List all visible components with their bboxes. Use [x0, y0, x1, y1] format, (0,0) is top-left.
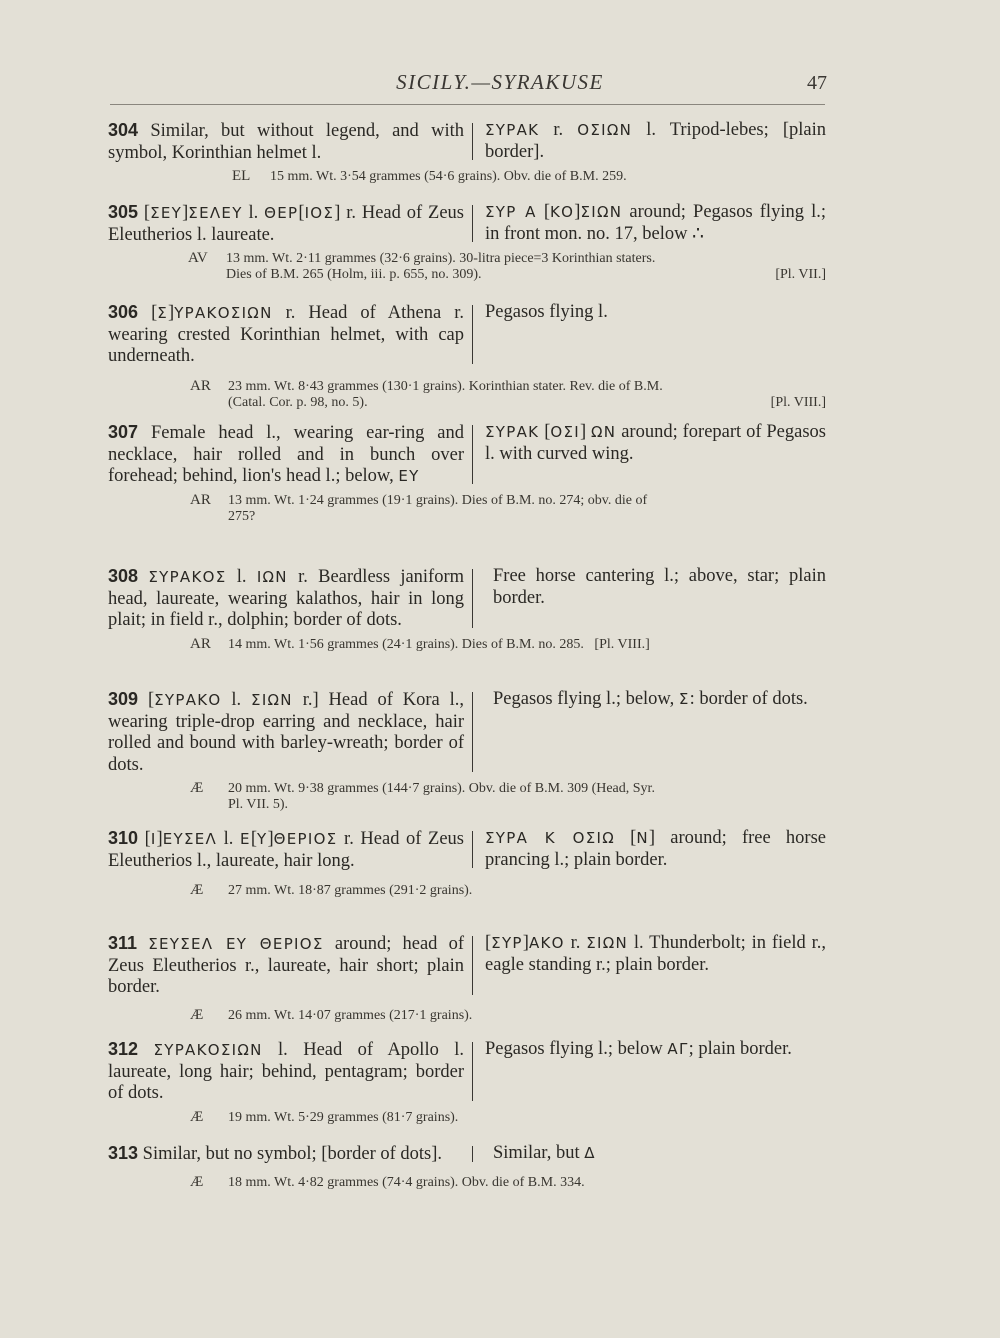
reverse-description: ΣΥΡΑΚ [ΟΣΙ] ΩΝ around; forepart of Pegasos l. with curved wing. — [485, 422, 826, 464]
greek-legend: Σ — [157, 304, 169, 322]
reverse-description: Free horse cantering l.; above, star; plain border. — [493, 566, 826, 608]
coin-metadata — [108, 780, 826, 813]
meta-line: 15 mm. Wt. 3·54 grammes (54·6 grains). Obv. die of B.M. 259. — [270, 169, 627, 184]
reverse-description: ΣΥΡ Α [ΚΟ]ΣΙΩΝ around; Pegasos flying l.; in front mon. no. 17, below ∴ — [485, 202, 826, 244]
greek-legend: ΣΥΡΑΚΟΣΙΩΝ — [153, 1041, 263, 1059]
meta-line: 13 mm. Wt. 2·11 grammes (32·6 grains). 30-litra piece=3 Korinthian staters. — [226, 251, 656, 266]
greek-legend: ΣΥΡ Α — [485, 203, 537, 221]
catalogue-entry-307 — [108, 422, 826, 525]
entry-number: 311 — [108, 933, 138, 953]
meta-line: 26 mm. Wt. 14·07 grammes (217·1 grains). — [228, 1007, 473, 1023]
greek-legend: ΣΕΛΕΥ — [188, 204, 243, 222]
metal-symbol: AR — [190, 491, 211, 508]
coin-metadata — [108, 1109, 826, 1126]
greek-legend: ΥΡΑΚΟΣΙΩΝ — [174, 304, 273, 322]
metal-symbol: EL — [232, 168, 251, 184]
entry-number: 304 — [108, 120, 139, 140]
catalogue-entry-308 — [108, 566, 826, 653]
reverse-description: ΣΥΡΑ Κ ΟΣΙΩ [Ν] around; free horse prancing l.; plain border. — [485, 828, 826, 870]
greek-legend: ΘΕΡΙΟΣ — [273, 830, 338, 848]
entry-number: 312 — [108, 1039, 139, 1059]
greek-legend: ΘΕΡ — [264, 204, 299, 222]
catalogue-entry-306 — [108, 302, 826, 411]
greek-legend: ΟΣΙ — [550, 423, 580, 441]
coin-metadata — [108, 492, 826, 525]
page-number: 47 — [807, 72, 827, 94]
greek-legend: ΣΕΥ — [150, 204, 183, 222]
greek-legend: ΙΩΝ — [256, 568, 288, 586]
meta-line: 18 mm. Wt. 4·82 grammes (74·4 grains). Obv. die of B.M. 334. — [228, 1174, 585, 1190]
entry-number: 310 — [108, 828, 139, 848]
obverse-description — [108, 302, 472, 368]
metal-symbol: Æ — [190, 1173, 204, 1190]
catalogue-entry-304 — [108, 120, 826, 185]
catalogue-entry-313 — [108, 1143, 826, 1191]
greek-legend: ΣΥΡΑ Κ ΟΣΙΩ — [485, 829, 615, 847]
greek-legend: ΣΙΩΝ — [251, 691, 293, 709]
meta-line: 20 mm. Wt. 9·38 grammes (144·7 grains). Obv. die of B.M. 309 (Head, Syr. — [228, 781, 655, 796]
meta-line: 19 mm. Wt. 5·29 grammes (81·7 grains). — [228, 1109, 459, 1125]
metal-symbol: Æ — [190, 882, 204, 898]
greek-legend: ΣΙΩΝ — [580, 203, 623, 221]
coin-metadata — [108, 1174, 826, 1191]
obverse-description — [108, 1039, 472, 1105]
coin-metadata — [108, 378, 826, 411]
obverse-description — [108, 828, 472, 872]
greek-legend: Ε — [240, 830, 251, 848]
greek-legend: ΟΣΙΩΝ — [577, 121, 633, 139]
coin-metadata — [108, 1007, 826, 1024]
coin-metadata — [108, 168, 826, 185]
meta-line: Dies of B.M. 265 (Holm, iii. p. 655, no. 309). — [226, 267, 482, 282]
greek-legend: ΙΟΣ — [304, 204, 335, 222]
greek-legend: ΣΥΡΑΚΟΣ — [148, 568, 227, 586]
meta-line: 275? — [228, 508, 256, 524]
reverse-description: ΣΥΡΑΚ r. ΟΣΙΩΝ l. Tripod-lebes; [plain border]. — [485, 120, 826, 162]
plate-reference: [Pl. VIII.] — [770, 394, 826, 410]
coin-metadata — [108, 636, 826, 653]
greek-legend: ΑΚΟ — [528, 934, 565, 952]
running-head: SICILY.—SYRAKUSE — [396, 70, 604, 94]
obverse-description — [108, 422, 472, 488]
obverse-text: Female head l., wearing ear-ring and necklace, hair rolled and in bunch over forehead; behind, lion's head l.; below, ΕΥ — [108, 423, 464, 486]
greek-legend: ΕΥΣΕΛ — [162, 830, 218, 848]
obverse-description — [108, 566, 472, 632]
greek-legend: Ν — [636, 829, 649, 847]
reverse-description: [ΣΥΡ]ΑΚΟ r. ΣΙΩΝ l. Thunderbolt; in field r., eagle standing r.; plain border. — [485, 933, 826, 975]
greek-legend: ΣΥΡΑΚ — [485, 121, 540, 139]
entry-number: 309 — [108, 689, 139, 709]
coin-metadata — [108, 250, 826, 283]
metal-symbol: Æ — [190, 1108, 204, 1125]
meta-line: 27 mm. Wt. 18·87 grammes (291·2 grains). — [228, 883, 473, 898]
meta-line: 13 mm. Wt. 1·24 grammes (19·1 grains). Dies of B.M. no. 274; obv. die of — [228, 492, 648, 508]
reverse-description: Similar, but Δ — [493, 1143, 596, 1163]
entry-number: 313 — [108, 1143, 139, 1163]
obverse-text: Similar, but without legend, and with symbol, Korinthian helmet l. — [108, 121, 465, 163]
entry-number: 307 — [108, 422, 139, 442]
greek-legend: ΣΥΡΑΚΟ — [154, 691, 222, 709]
greek-legend: ΩΝ — [591, 423, 617, 441]
catalogue-entry-305 — [108, 202, 826, 283]
obverse-text: [ΣΕΥ]ΣΕΛΕΥ l. ΘΕΡ[ΙΟΣ] r. Head of Zeus Eleutherios l. laureate. — [108, 203, 464, 245]
reverse-description: Pegasos flying l.; below ΑΓ; plain border. — [485, 1039, 792, 1059]
obverse-description — [108, 1143, 472, 1166]
greek-legend: ΑΓ — [667, 1040, 689, 1058]
obverse-description — [108, 689, 472, 776]
greek-legend: ΣΙΩΝ — [586, 934, 629, 952]
meta-line: 14 mm. Wt. 1·56 grammes (24·1 grains). Dies of B.M. no. 285. — [228, 636, 584, 652]
catalogue-entry-312 — [108, 1039, 826, 1126]
greek-legend: ΚΟ — [550, 203, 575, 221]
metal-symbol: AR — [190, 635, 211, 652]
greek-legend: ΣΕΥΣΕΛ ΕΥ ΘΕΡΙΟΣ — [148, 935, 324, 953]
greek-legend: Σ — [678, 690, 690, 708]
greek-legend: Δ — [584, 1144, 596, 1162]
obverse-description — [108, 933, 472, 999]
catalogue-entry-311 — [108, 933, 826, 1024]
meta-line: 23 mm. Wt. 8·43 grammes (130·1 grains). Korinthian stater. Rev. die of B.M. — [228, 378, 663, 394]
reverse-description: Pegasos flying l.; below, Σ: border of dots. — [493, 689, 808, 709]
entry-number: 306 — [108, 302, 139, 322]
entry-number: 305 — [108, 202, 139, 222]
plate-reference: [Pl. VII.] — [775, 267, 826, 282]
plate-reference: [Pl. VIII.] — [594, 636, 650, 652]
greek-legend: Υ — [256, 830, 268, 848]
greek-legend: ΣΥΡΑΚ — [485, 423, 540, 441]
meta-line: Pl. VII. 5). — [228, 797, 289, 812]
obverse-text: ΣΥΡΑΚΟΣΙΩΝ l. Head of Apollo l. laureate, long hair; behind, pentagram; border of dots. — [108, 1040, 465, 1103]
obverse-text: ΣΥΡΑΚΟΣ l. ΙΩΝ r. Beardless janiform head, laureate, wearing kalathos, hair in long plait; in field r., dolphin; border of dots. — [108, 567, 465, 630]
obverse-description — [108, 120, 472, 164]
catalogue-entry-309 — [108, 689, 826, 813]
coin-metadata — [108, 882, 826, 899]
metal-symbol: Æ — [190, 780, 204, 796]
obverse-description — [108, 202, 472, 246]
catalogue-entry-310 — [108, 828, 826, 899]
obverse-text: Similar, but no symbol; [border of dots]. — [142, 1144, 443, 1164]
metal-symbol: Æ — [190, 1006, 204, 1023]
entry-number: 308 — [108, 566, 139, 586]
obverse-text: ΣΕΥΣΕΛ ΕΥ ΘΕΡΙΟΣ around; head of Zeus Eleutherios r., laureate, hair short; plain border. — [108, 934, 464, 997]
greek-legend: ΕΥ — [398, 467, 420, 485]
metal-symbol: AV — [188, 250, 208, 266]
meta-line: (Catal. Cor. p. 98, no. 5). — [228, 394, 368, 410]
obverse-text: [ΣΥΡΑΚΟ l. ΣΙΩΝ r.] Head of Kora l., wearing triple-drop earring and necklace, hair rolled and bound with barley-wreath; border of dots. — [108, 690, 465, 775]
greek-legend: Ι — [150, 830, 157, 848]
header-rule — [110, 104, 825, 105]
metal-symbol: AR — [190, 377, 211, 394]
reverse-description: Pegasos flying l. — [485, 302, 608, 322]
greek-legend: ΣΥΡ — [491, 934, 523, 952]
obverse-text: [Σ]ΥΡΑΚΟΣΙΩΝ r. Head of Athena r. wearing crested Korinthian helmet, with cap underneath. — [108, 303, 465, 366]
obverse-text: [Ι]ΕΥΣΕΛ l. Ε[Υ]ΘΕΡΙΟΣ r. Head of Zeus Eleutherios l., laureate, hair long. — [108, 829, 465, 871]
